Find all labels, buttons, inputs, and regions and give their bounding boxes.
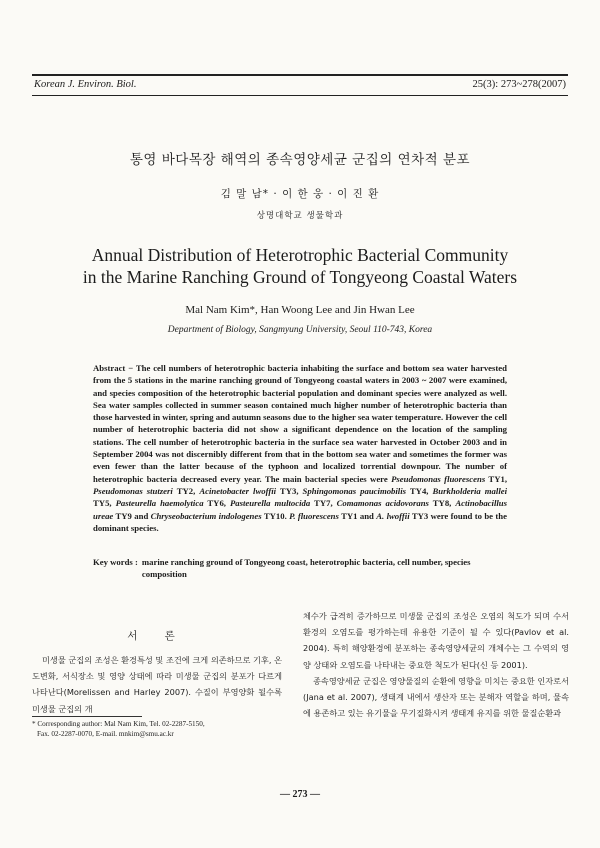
species-name: Actinobacillus ureae: [93, 498, 507, 521]
strain-code: TY2,: [172, 485, 200, 496]
strain-code: TY3,: [276, 485, 303, 496]
english-affiliation: Department of Biology, Sangmyung University, Seoul 110-743, Korea: [167, 325, 433, 335]
species-name: P. fluorescens: [289, 510, 339, 521]
species-name: A. lwoffii: [376, 510, 410, 521]
abstract-text: − The cell numbers of heterotrophic bacteria inhabiting the surface and bottom sea water harvested from the 5 stations in the marine ranching ground of Tongyeong coastal waters in 2003 ~ 2007 were examined, and species composition of the heterotrophic bacterial population and dominant species were analyzed as well. Sea water samples collected in summer season contained much higher number of heterotrophic bacteria than those harvested in winter, spring and autumn seasons due to the higher sea water temperature. However the cell number of heterotrophic bacteria did not show a significant dependence on the location of the sampling stations. The cell number of heterotrophic bacteria in the surface sea water harvested in October 2003 and in September 2004 was not discernibly different from that in the bottom sea water and sometimes the former was even fewer than the latter because of the typhoon and localized torrential downpour. The number of heterotrophic bacteria decreased every year. The main bacterial species were: [93, 363, 507, 484]
journal-name: Korean J. Environ. Biol.: [34, 79, 137, 90]
abstract-closing: TY3 were found to be the dominant species.: [93, 510, 507, 533]
strain-code: TY7,: [310, 498, 337, 509]
strain-code: TY10.: [261, 510, 290, 521]
species-name: Comamonas acidovorans: [336, 498, 429, 509]
page-number: — 273 —: [280, 789, 320, 800]
korean-title: 통영 바다목장 해역의 종속영양세균 군집의 연차적 분포: [129, 152, 471, 168]
body-column-right: [303, 608, 569, 721]
strain-code: TY1 and: [338, 510, 377, 521]
intro-paragraph-1: 미생물 군집의 조성은 환경특성 및 조건에 크게 의존하므로 기후, 온도변화, 서식장소 및 영양 상태에 따라 미생물 군집의 분포가 다르게 나타난다(Morelissen and Harley 2007). 수질이 부영양화 될수록 미생물 군집의 개: [32, 655, 282, 714]
strain-code: TY4,: [406, 485, 433, 496]
intro-paragraph-1-continued: 체수가 급격히 증가하므로 미생물 군집의 조성은 오염의 척도가 되며 수서환경의 오염도를 평가하는데 유용한 기준이 될 수 있다(Pavlov et al. 2004). 특히 해양환경에 분포하는 종속영양세균의 개체수는 그 수역의 영양 상태와 오염도를 나타내는 중요한 척도가 된다(신 등 2001).: [303, 611, 569, 670]
strain-code: TY6,: [203, 498, 230, 509]
strain-code: TY5,: [93, 498, 116, 509]
species-name: Pasteurella haemolytica: [115, 498, 204, 509]
korean-authors: 김 말 남* · 이 한 웅 · 이 진 환: [220, 188, 380, 200]
species-name: Acinetobacter lwoffii: [199, 485, 277, 496]
body-column-left: [32, 652, 282, 717]
header-rule-top: [32, 74, 568, 76]
corresponding-author-footnote: [32, 719, 282, 739]
english-title-line-2: in the Marine Ranching Ground of Tongyeong Coastal Waters: [82, 267, 518, 287]
species-name: Pasteurella multocida: [229, 498, 311, 509]
english-authors: Mal Nam Kim*, Han Woong Lee and Jin Hwan Lee: [185, 304, 415, 316]
volume-pages: 25(3): 273~278(2007): [472, 79, 566, 90]
strain-code: TY9 and: [113, 510, 151, 521]
species-name: Pseudomonas fluorescens: [391, 473, 486, 484]
keywords-label: Key words :: [93, 557, 138, 567]
strain-code: TY8,: [428, 498, 456, 509]
strain-code: TY1,: [485, 473, 507, 484]
footnote-line-1: * Corresponding author: Mal Nam Kim, Tel. 02-2287-5150,: [32, 720, 205, 728]
english-title-line-1: Annual Distribution of Heterotrophic Bacterial Community: [91, 245, 509, 265]
footnote-rule: [32, 716, 142, 717]
species-name: Chryseobacterium indologenes: [150, 510, 262, 521]
keywords: [93, 556, 507, 581]
abstract: [93, 362, 507, 534]
species-name: Burkholderia mallei: [432, 485, 507, 496]
section-heading-introduction: 서 론: [127, 630, 187, 642]
footnote-line-2: Fax. 02-2287-0070, E-mail. mnkim@smu.ac.kr: [37, 730, 174, 738]
abstract-label: Abstract: [93, 363, 126, 373]
species-name: Sphingomonas paucimobilis: [302, 485, 407, 496]
korean-affiliation: 상명대학교 생물학과: [256, 211, 344, 221]
keywords-text: marine ranching ground of Tongyeong coast, heterotrophic bacteria, cell number, species composition: [141, 557, 471, 580]
header-rule-bottom: [32, 95, 568, 96]
english-title: [0, 244, 600, 288]
species-name: Pseudomonas stutzeri: [93, 485, 173, 496]
intro-paragraph-2: 종속영양세균 군집은 영양물질의 순환에 영향을 미치는 중요한 인자로서(Jana et al. 2007), 생태계 내에서 생산자 또는 분해자 역할을 하며, 물속에 용존하고 있는 유기물을 무기질화시켜 생태계 유지를 위한 물질순환과: [303, 675, 569, 719]
